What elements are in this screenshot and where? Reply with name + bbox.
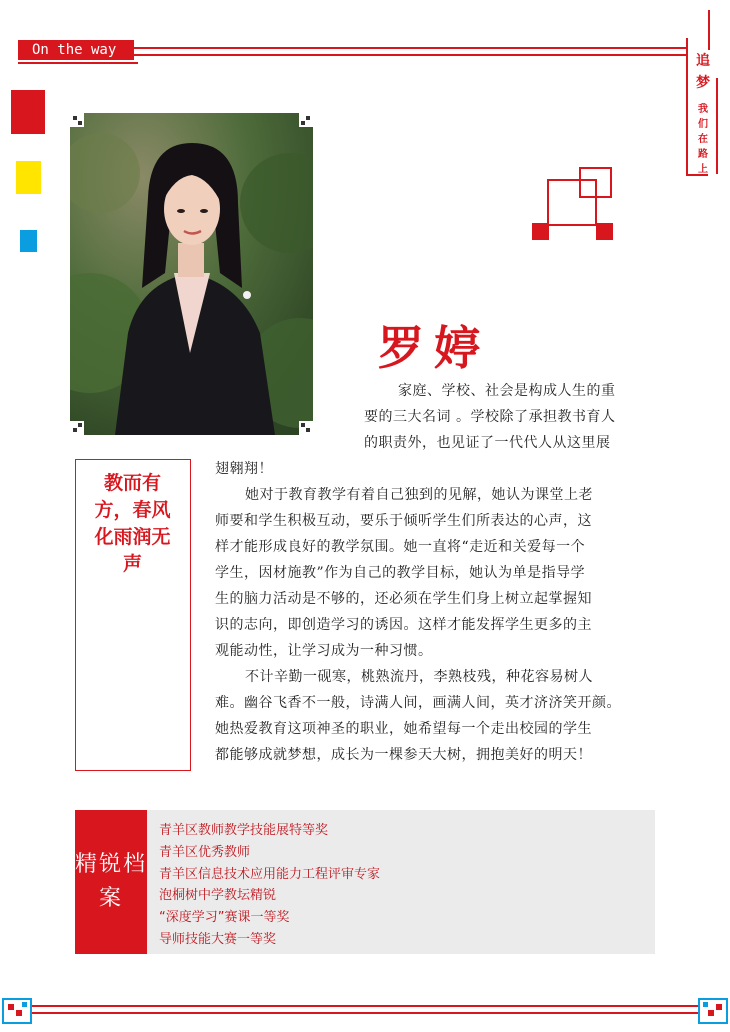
- corner-ornament-icon: [299, 113, 313, 127]
- red-square-decoration: [11, 90, 45, 134]
- footer-rule-bottom: [30, 1012, 698, 1014]
- yellow-square-decoration: [16, 161, 41, 194]
- bio-body-line: 翅翱翔！: [215, 461, 273, 477]
- corner-rule-vertical: [686, 38, 688, 176]
- header-rule-under-tag: [18, 62, 138, 64]
- corner-ornament-icon: [299, 421, 313, 435]
- bio-body-line: 难。幽谷飞香不一般，诗满人间，画满人间，英才济济笑开颜。: [215, 695, 621, 711]
- bio-body-line: 样才能形成良好的教学氛围。她一直将“走近和关爱每一个: [215, 539, 586, 555]
- blue-square-decoration: [20, 230, 37, 252]
- bio-body-line: 师要和学生积极互动，要乐于倾听学生们所表达的心声，这: [215, 513, 592, 529]
- corner-rule-right-lower: [716, 78, 718, 174]
- corner-ornament-icon: [70, 113, 84, 127]
- header-rule-top: [134, 47, 686, 49]
- frame-squares-icon: [530, 165, 616, 245]
- motto-box: [75, 459, 191, 771]
- person-name: 罗婷: [378, 321, 490, 375]
- vertical-title: 追梦: [696, 53, 710, 91]
- portrait-photo: [70, 113, 313, 435]
- award-item: 青羊区优秀教师: [159, 844, 251, 860]
- bio-intro-line: 家庭、学校、社会是构成人生的重: [398, 383, 616, 399]
- footer-ornament-icon: [2, 998, 32, 1024]
- footer-ornament-icon: [698, 998, 728, 1024]
- award-item: 导师技能大赛一等奖: [159, 931, 277, 947]
- bio-body-line: 生的脑力活动是不够的，还必须在学生们身上树立起掌握知: [215, 591, 592, 607]
- bio-body: [215, 456, 621, 768]
- awards-list: [159, 820, 380, 951]
- awards-label: 精锐档案: [75, 810, 147, 954]
- awards-panel: [75, 810, 655, 954]
- bio-body-line: 她热爱教育这项神圣的职业，她希望每一个走出校园的学生: [215, 721, 592, 737]
- header-rule-bottom: [134, 54, 686, 56]
- bio-body-line: 不计辛勤一砚寒，桃熟流丹，李熟枝残，种花容易树人: [245, 669, 593, 685]
- corner-ornament-icon: [70, 421, 84, 435]
- vertical-subtitle: 我们在路上: [698, 104, 708, 175]
- bio-intro-line: 要的三大名词 。学校除了承担教书育人: [364, 409, 616, 425]
- award-item: 青羊区信息技术应用能力工程评审专家: [159, 866, 381, 882]
- footer-rule-top: [30, 1005, 698, 1007]
- bio-body-line: 学生，因材施教”作为自己的教学目标，她认为单是指导学: [215, 565, 586, 581]
- bio-body-line: 观能动性，让学习成为一种习惯。: [215, 643, 433, 659]
- bio-intro: [364, 378, 616, 456]
- bio-body-line: 都能够成就梦想，成长为一棵参天大树，拥抱美好的明天！: [215, 747, 592, 763]
- bio-body-line: 她对于教育教学有着自己独到的见解，她认为课堂上老: [245, 487, 593, 503]
- award-item: “深度学习”赛课一等奖: [159, 910, 290, 926]
- corner-rule-vertical-right: [708, 10, 710, 50]
- award-item: 泡桐树中学教坛精锐: [159, 888, 277, 904]
- bio-body-line: 识的志向，即创造学习的诱因。这样才能发挥学生更多的主: [215, 617, 592, 633]
- bio-intro-line: 的职责外，也见证了一代代人从这里展: [364, 435, 611, 451]
- header-tag: On the way: [18, 40, 134, 60]
- motto-text: 教而有方，春风化雨润无声: [94, 472, 171, 575]
- award-item: 青羊区教师教学技能展特等奖: [159, 823, 329, 838]
